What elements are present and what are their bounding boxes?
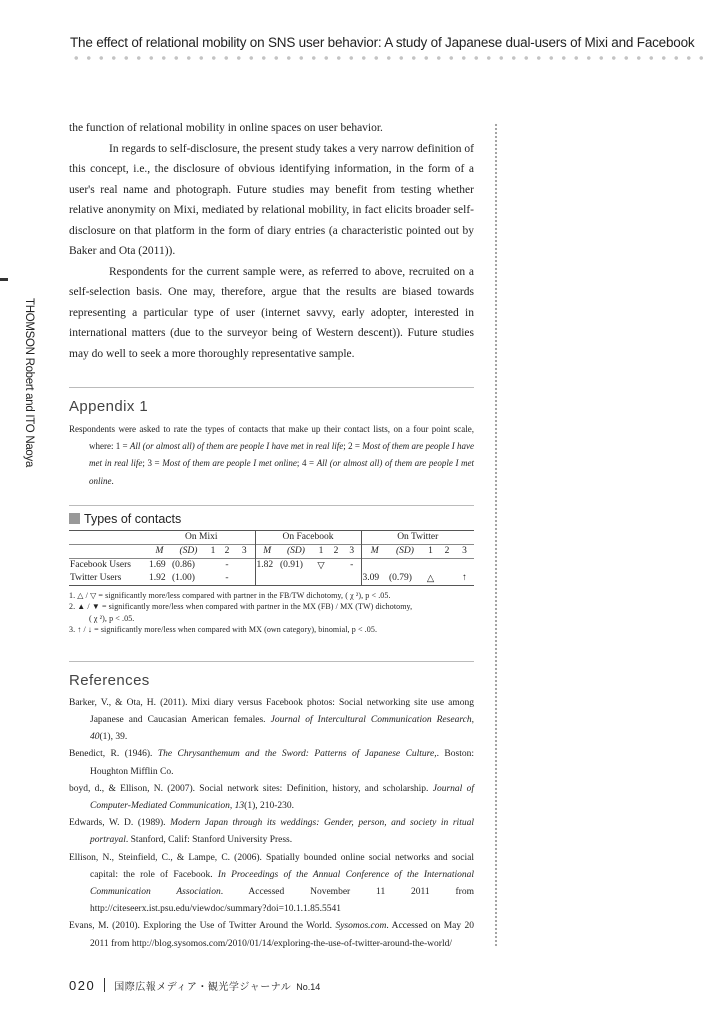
row-label: Facebook Users [69, 558, 148, 572]
body-paragraph: Respondents for the current sample were, as referred to above, recruited on a self-selection basis. One may, therefore, argue that the results are biased towards representing a particular type of user (internet savvy, early adopter, interested in international matters (due to the surveyor being of Western descent)). Future studies may do well to seek a more thoroughly representative sample. [69, 265, 474, 360]
table-note: 1. △ / ▽ = significantly more/less compared with partner in the FB/TW dichotomy, ( χ ²), p < .05. [69, 590, 391, 600]
reference-list [69, 695, 474, 953]
page-number: 020 [69, 978, 96, 993]
body-paragraph: the function of relational mobility in online spaces on user behavior. [69, 122, 383, 134]
table-subheader-row: M (SD) 1 2 3 M (SD) 1 2 3 M (SD) 1 2 3 [69, 544, 474, 558]
appendix-instructions: Respondents were asked to rate the types of contacts that make up their contact lists, on a four point scale, where: 1 = All (or almost all) of them are people I have met in real life; 2 = Most of them are people I have met in real life; 3 = Most of them are people I met online; 4 = All (or almost all) of them are people I met online. [69, 424, 475, 486]
group-header-mixi: On Mixi [148, 530, 255, 544]
table-title: Types of contacts [69, 505, 474, 526]
table-row: Facebook Users 1.69 (0.86) - 1.82 (0.91) ▽ - [69, 558, 474, 572]
square-bullet-icon [69, 513, 80, 524]
margin-dot-rule [494, 123, 498, 948]
reference-item: Ellison, N., Steinfield, C., & Lampe, C. (2006). Spatially bounded online social networks and social capital: the role of Facebook. In Proceedings of the Annual Conference of the International Communication Association. Accessed November 11 2011 from http://citeseerx.ist.psu.edu/viewdoc/summary?doi=10.1.1.85.5541 [69, 852, 474, 915]
table-notes [69, 590, 474, 636]
contacts-table [69, 530, 474, 586]
table-note: ( χ ²), p < .05. [89, 613, 135, 623]
body-paragraph: In regards to self-disclosure, the present study takes a very narrow definition of this concept, i.e., the disclosure of obvious identifying information, in the form of a user's real name and photograph. Future studies may benefit from testing whether relative anonymity on Mixi, mediated by relational mobility, in fact elicits broader self-disclosure on that platform in the form of diary entries (a characteristic pointed out by Baker and Ota (2011)). [69, 142, 475, 257]
journal-name: 国際広報メディア・観光学ジャーナル [114, 982, 292, 993]
side-marker-bar [0, 278, 8, 281]
group-header-twitter: On Twitter [361, 530, 474, 544]
appendix-heading: Appendix 1 [69, 387, 474, 415]
running-header: The effect of relational mobility on SNS user behavior: A study of Japanese dual-users of Mixi and Facebook [70, 35, 695, 50]
reference-item: Barker, V., & Ota, H. (2011). Mixi diary versus Facebook photos: Social networking site use among Japanese and Caucasian American females. Journal of Intercultural Communication Research, 40(1), 39. [69, 697, 475, 743]
table-note: 3. ↑ / ↓ = significantly more/less when compared with MX (own category), binomial, p < .05. [69, 625, 378, 635]
footer-divider [104, 978, 105, 992]
reference-item: Edwards, W. D. (1989). Modern Japan through its weddings: Gender, person, and society in ritual portrayal. Stanford, Calif: Stanford University Press. [69, 818, 474, 846]
header-dot-rule [70, 54, 710, 62]
group-header-facebook: On Facebook [255, 530, 361, 544]
main-column [69, 118, 474, 953]
row-label: Twitter Users [69, 572, 148, 586]
side-author-label: THOMSON Robert and ITO Naoya [23, 298, 35, 468]
reference-item: boyd, d., & Ellison, N. (2007). Social network sites: Definition, history, and scholarship. Journal of Computer-Mediated Communication, 13(1), 210-230. [69, 783, 474, 812]
reference-item: Evans, M. (2010). Exploring the Use of Twitter Around the World. Sysomos.com. Accessed on May 20 2011 from http://blog.sysomos.com/2010/01/14/exploring-the-use-of-twitter-around-the-world/ [69, 921, 474, 949]
references-heading: References [69, 661, 474, 689]
page-footer [69, 977, 320, 995]
table-row: Twitter Users 1.92 (1.00) - 3.09 (0.79) △ ↑ [69, 572, 474, 586]
table-note: 2. ▲ / ▼ = significantly more/less when compared with partner in the MX (FB) / MX (TW) dichotomy, [69, 602, 413, 612]
issue-number: No.14 [296, 982, 321, 992]
table-group-header-row [69, 530, 474, 544]
reference-item: Benedict, R. (1946). The Chrysanthemum and the Sword: Patterns of Japanese Culture,. Boston: Houghton Mifflin Co. [69, 749, 474, 777]
